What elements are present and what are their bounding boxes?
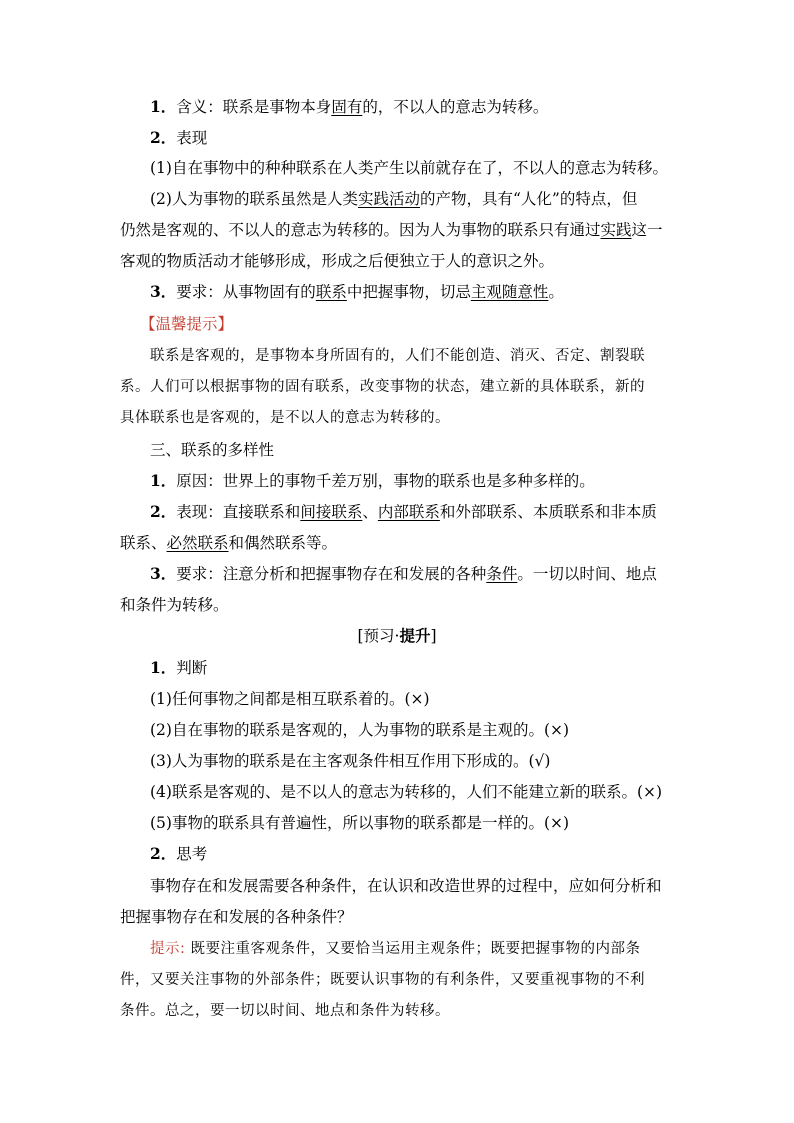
item-number: 3．	[150, 564, 177, 583]
underlined-term: 间接联系	[300, 503, 363, 521]
item-number: 1．	[150, 471, 177, 490]
hint-line	[150, 939, 710, 959]
manifestation-point-1: (1)自在事物中的种种联系在人类产生以前就存在了，不以人的意志为转移。	[150, 159, 668, 177]
text: ]	[430, 627, 437, 645]
judge-item: (5)事物的联系具有普遍性，所以事物的联系都是一样的。(×)	[150, 814, 570, 832]
text: 表现	[176, 129, 208, 147]
diversity-requirement-line	[150, 564, 710, 584]
manifestation-point-2	[150, 189, 710, 209]
text: 。一切以时间、地点	[517, 565, 657, 583]
diversity-manifestation-line	[150, 502, 710, 522]
text: 和外部联系、本质联系和非本质	[439, 503, 657, 521]
text: 原因：世界上的事物千差万别，事物的联系也是多种多样的。	[176, 472, 595, 490]
hint-label: 提示:	[150, 941, 186, 957]
warm-tip-line: 系。人们可以根据事物的固有联系，改变事物的状态，建立新的具体联系，新的	[120, 379, 645, 395]
cause-line	[150, 471, 710, 491]
judge-item: (2)自在事物的联系是客观的，人为事物的联系是主观的。(×)	[150, 721, 570, 739]
underlined-term: 条件	[486, 565, 518, 583]
text: 判断	[176, 659, 208, 677]
text: (2)人为事物的联系虽然是人类	[150, 190, 358, 208]
judge-heading	[150, 658, 710, 678]
text: [预习·	[357, 627, 400, 645]
underlined-term: 实践	[600, 221, 632, 239]
text: 思考	[176, 845, 208, 863]
hint-line: 件，又要关注事物的外部条件；既要认识事物的有利条件，又要重视事物的不利	[120, 972, 645, 988]
underlined-term: 主观随意性	[470, 283, 549, 301]
think-heading	[150, 844, 710, 864]
text: 、	[362, 503, 378, 521]
manifestation-point-2-cont	[120, 220, 680, 240]
text: 联系、	[120, 534, 167, 552]
underlined-term: 联系	[315, 283, 347, 301]
warm-tip-line: 联系是客观的，是事物本身所固有的，人们不能创造、消灭、否定、割裂联	[150, 348, 645, 364]
section-title: 三、联系的多样性	[150, 441, 275, 459]
manifestation-point-2-end: 客观的物质活动才能够形成，形成之后便独立于人的意识之外。	[120, 252, 555, 270]
text: 表现：直接联系和	[176, 503, 301, 521]
text: 的产物，具有“人化”的特点，但	[419, 190, 638, 208]
judge-item: (1)任何事物之间都是相互联系着的。(×)	[150, 690, 430, 708]
text: 提升	[399, 626, 431, 645]
item-number: 1．	[150, 97, 177, 116]
underlined-term: 固有	[331, 98, 363, 116]
underlined-term: 内部联系	[377, 503, 440, 521]
think-question-cont: 把握事物存在和发展的各种条件？	[120, 908, 353, 926]
text: 要求：注意分析和把握事物存在和发展的各种	[176, 565, 487, 583]
item-number: 2．	[150, 502, 177, 521]
warm-tip-line: 具体联系也是客观的，是不以人的意志为转移的。	[120, 410, 450, 426]
item-number: 3．	[150, 282, 177, 301]
text: 既要注重客观条件，又要恰当运用主观条件；既要把握事物的内部条	[185, 941, 641, 957]
text: 。	[548, 283, 564, 301]
text: 这一	[631, 221, 663, 239]
think-question: 事物存在和发展需要各种条件，在认识和改造世界的过程中，应如何分析和	[150, 877, 662, 895]
manifestation-heading	[150, 128, 710, 148]
meaning-line	[150, 97, 710, 117]
text: 和偶然联系等。	[228, 534, 338, 552]
item-number: 1．	[150, 658, 177, 677]
text: 的，不以人的意志为转移。	[362, 98, 549, 116]
warm-tip-label: 【温馨提示】	[140, 315, 234, 333]
judge-item: (3)人为事物的联系是在主客观条件相互作用下形成的。(√)	[150, 752, 551, 770]
text: 要求：从事物固有的	[176, 283, 316, 301]
hint-line: 条件。总之，要一切以时间、地点和条件为转移。	[120, 1003, 450, 1019]
text: 中把握事物，切忌	[346, 283, 471, 301]
item-number: 2．	[150, 128, 177, 147]
text: 含义：联系是事物本身	[176, 98, 332, 116]
diversity-manifestation-cont	[120, 533, 680, 553]
underlined-term: 实践活动	[357, 190, 420, 208]
text: 仍然是客观的、不以人的意志为转移的。因为人为事物的联系只有通过	[120, 221, 601, 239]
preview-heading	[0, 626, 794, 646]
item-number: 2．	[150, 844, 177, 863]
diversity-requirement-cont: 和条件为转移。	[120, 596, 229, 614]
requirement-line	[150, 282, 710, 302]
underlined-term: 必然联系	[166, 534, 229, 552]
judge-item: (4)联系是客观的、是不以人的意志为转移的，人们不能建立新的联系。(×)	[150, 783, 663, 801]
